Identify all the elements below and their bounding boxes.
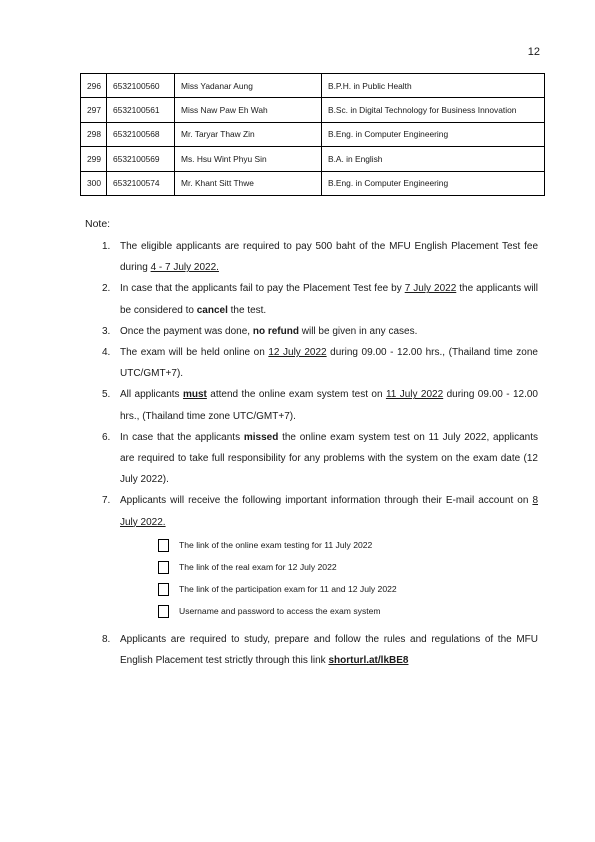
checkbox-icon bbox=[158, 539, 169, 552]
exam-date: 12 July 2022 bbox=[268, 347, 327, 359]
checklist-label: The link of the real exam for 12 July 2022 bbox=[179, 562, 337, 573]
row-number: 297 bbox=[81, 98, 107, 122]
student-name: Ms. Hsu Wint Phyu Sin bbox=[175, 147, 322, 171]
note-text: The eligible applicants are required to pay 500 baht of the MFU English Placement Test fee during bbox=[120, 241, 538, 274]
note-text: The exam will be held online on bbox=[120, 347, 269, 359]
student-id: 6532100561 bbox=[107, 98, 175, 122]
note-number: 2. bbox=[102, 283, 111, 295]
note-number: 7. bbox=[102, 495, 111, 507]
note-text: Once the payment was done, bbox=[120, 325, 253, 337]
note-item-8 bbox=[102, 629, 538, 671]
note-item-1 bbox=[102, 236, 538, 278]
student-name: Mr. Taryar Thaw Zin bbox=[175, 122, 322, 146]
program-name: B.Sc. in Digital Technology for Business Innovation bbox=[322, 98, 545, 122]
student-name: Miss Naw Paw Eh Wah bbox=[175, 98, 322, 122]
note-text: during 09.00 - 12.00 hrs., (Thailand time zone UTC/GMT+7). bbox=[120, 347, 538, 380]
table-row bbox=[81, 147, 545, 171]
student-id: 6532100574 bbox=[107, 171, 175, 195]
note-text: will be given in any cases. bbox=[298, 325, 418, 337]
note-number: 5. bbox=[102, 389, 111, 401]
table-row bbox=[81, 98, 545, 122]
note-item-7 bbox=[102, 490, 538, 622]
emphasis: missed bbox=[243, 431, 279, 443]
note-number: 4. bbox=[102, 347, 111, 359]
fee-period: 4 - 7 July 2022. bbox=[150, 262, 219, 274]
checkbox-icon bbox=[158, 583, 169, 596]
student-id: 6532100560 bbox=[107, 74, 175, 98]
checklist-label: The link of the participation exam for 11 and 12 July 2022 bbox=[179, 584, 397, 595]
table-row bbox=[81, 122, 545, 146]
note-item-6 bbox=[102, 427, 538, 491]
row-number: 299 bbox=[81, 147, 107, 171]
row-number: 296 bbox=[81, 74, 107, 98]
student-id: 6532100568 bbox=[107, 122, 175, 146]
system-test-date: 11 July 2022 bbox=[385, 389, 444, 401]
checklist-label: Username and password to access the exam system bbox=[179, 606, 381, 617]
email-date: 8 July 2022. bbox=[120, 495, 538, 528]
note-number: 8. bbox=[102, 633, 111, 645]
checklist-item bbox=[158, 601, 538, 623]
row-number: 300 bbox=[81, 171, 107, 195]
fee-deadline: 7 July 2022 bbox=[404, 283, 457, 295]
info-checklist bbox=[158, 535, 538, 623]
rules-link[interactable]: shorturl.at/lkBE8 bbox=[328, 655, 409, 667]
note-item-2 bbox=[102, 278, 538, 320]
note-text: Applicants will receive the following important information through their E-mail account on bbox=[120, 495, 533, 507]
note-number: 1. bbox=[102, 241, 111, 252]
checklist-item bbox=[158, 557, 538, 579]
checklist-label: The link of the online exam testing for 11 July 2022 bbox=[179, 540, 373, 551]
table-row bbox=[81, 74, 545, 98]
note-text: All applicants bbox=[120, 389, 183, 401]
note-text: the online exam system test on 11 July 2022, applicants are required to take full responsibility for any problems with the system on the exam date (12 July 2022). bbox=[120, 431, 538, 486]
emphasis: cancel bbox=[196, 304, 228, 316]
checklist-item bbox=[158, 535, 538, 557]
note-text: In case that the applicants fail to pay the Placement Test fee by bbox=[120, 283, 405, 295]
checkbox-icon bbox=[158, 561, 169, 574]
program-name: B.A. in English bbox=[322, 147, 545, 171]
program-name: B.Eng. in Computer Engineering bbox=[322, 122, 545, 146]
checklist-item bbox=[158, 579, 538, 601]
student-name: Mr. Khant Sitt Thwe bbox=[175, 171, 322, 195]
note-text: In case that the applicants bbox=[120, 431, 244, 443]
note-item-4 bbox=[102, 342, 538, 384]
note-heading: Note: bbox=[85, 218, 111, 230]
note-text: attend the online exam system test on bbox=[206, 389, 386, 401]
note-text: Applicants are required to study, prepare and follow the rules and regulations of the MFU English Placement test strictly through this link bbox=[120, 633, 538, 667]
program-name: B.Eng. in Computer Engineering bbox=[322, 171, 545, 195]
program-name: B.P.H. in Public Health bbox=[322, 74, 545, 98]
note-number: 3. bbox=[102, 325, 111, 337]
note-item-3 bbox=[102, 321, 538, 342]
note-item-5 bbox=[102, 384, 538, 426]
page-number: 12 bbox=[527, 46, 540, 58]
student-id: 6532100569 bbox=[107, 147, 175, 171]
emphasis: must bbox=[182, 389, 207, 401]
emphasis: no refund bbox=[252, 325, 299, 337]
note-text: during 09.00 - 12.00 hrs., (Thailand time zone UTC/GMT+7). bbox=[120, 389, 538, 422]
row-number: 298 bbox=[81, 122, 107, 146]
table-row bbox=[81, 171, 545, 195]
note-text: the applicants will be considered to bbox=[120, 283, 538, 316]
note-number: 6. bbox=[102, 431, 111, 443]
note-text: the test. bbox=[227, 304, 267, 316]
student-name: Miss Yadanar Aung bbox=[175, 74, 322, 98]
checkbox-icon bbox=[158, 605, 169, 618]
applicant-table bbox=[80, 73, 545, 196]
notes-list bbox=[102, 236, 538, 671]
